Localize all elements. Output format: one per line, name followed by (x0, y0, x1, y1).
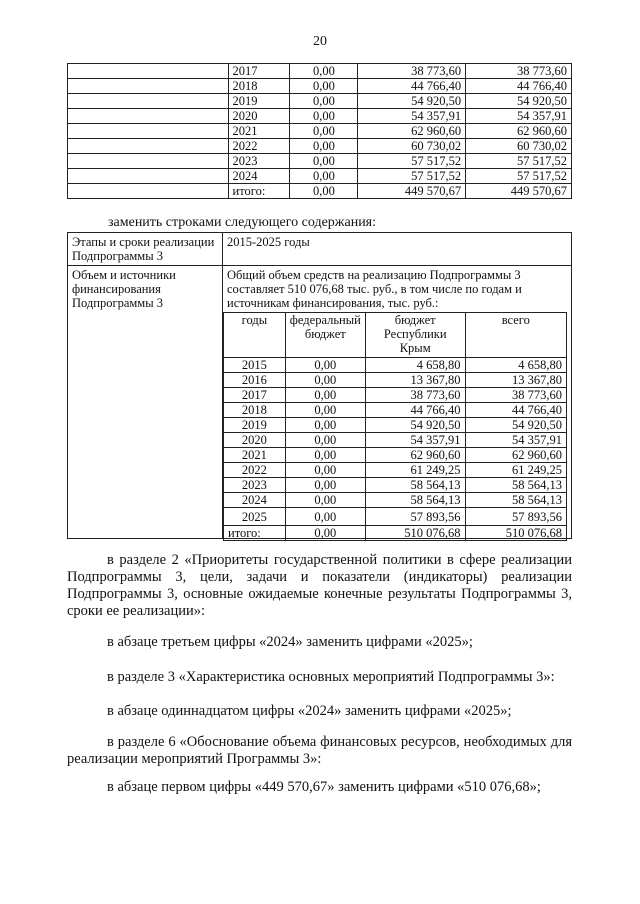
table-row (224, 418, 567, 433)
federal-cell: 0,00 (285, 388, 365, 403)
empty-cell (68, 139, 229, 154)
crimea-budget-cell: 54 357,91 (365, 433, 465, 448)
federal-cell: 0,00 (285, 493, 365, 508)
federal-cell: 0,00 (290, 64, 358, 79)
crimea-budget-cell: 57 517,52 (358, 154, 466, 169)
empty-cell (68, 169, 229, 184)
page-number: 20 (313, 34, 327, 49)
total-cell: 58 564,13 (465, 478, 566, 493)
crimea-budget-cell: 60 730,02 (358, 139, 466, 154)
table-row (68, 94, 572, 109)
crimea-budget-cell: 58 564,13 (365, 493, 465, 508)
federal-cell: 0,00 (285, 358, 365, 373)
header-total: всего (465, 313, 566, 358)
paragraph-item-2-text: в абзаце одиннадцатом цифры «2024» заменить цифрами «2025»; (107, 703, 512, 719)
replace-instruction: заменить строками следующего содержания: (108, 215, 377, 230)
paragraph-section-3-text: в разделе 3 «Характеристика основных мероприятий Подпрограммы 3»: (107, 669, 555, 685)
crimea-budget-cell: 4 658,80 (365, 358, 465, 373)
crimea-budget-cell: 54 357,91 (358, 109, 466, 124)
federal-cell: 0,00 (290, 169, 358, 184)
year-cell: 2019 (228, 94, 290, 109)
federal-cell: 0,00 (285, 508, 365, 526)
table-row (68, 184, 572, 199)
crimea-budget-cell: 62 960,60 (358, 124, 466, 139)
paragraph-item-1 (67, 634, 572, 651)
federal-cell: 0,00 (285, 526, 365, 541)
table-row (224, 478, 567, 493)
year-cell: 2020 (228, 109, 290, 124)
total-cell: 57 517,52 (466, 154, 572, 169)
table-row (224, 433, 567, 448)
volume-summary: Общий объем средств на реализацию Подпрограммы 3 составляет 510 076,68 тыс. руб., в том числе по годам и источникам финансирования, тыс. руб.: (227, 268, 522, 310)
federal-cell: 0,00 (285, 418, 365, 433)
new-passport-table (67, 232, 572, 539)
empty-cell (68, 64, 229, 79)
table-row (68, 109, 572, 124)
paragraph-section-2 (67, 552, 572, 620)
paragraph-item-3 (67, 779, 572, 796)
stages-row (68, 233, 572, 266)
total-cell: 449 570,67 (466, 184, 572, 199)
empty-cell (68, 184, 229, 199)
table-row (224, 388, 567, 403)
year-cell: 2016 (224, 373, 286, 388)
table-row (224, 448, 567, 463)
total-cell: 4 658,80 (465, 358, 566, 373)
volume-cell (223, 266, 572, 539)
crimea-budget-cell: 54 920,50 (358, 94, 466, 109)
total-cell: 44 766,40 (466, 79, 572, 94)
total-cell: 13 367,80 (465, 373, 566, 388)
total-cell: 58 564,13 (465, 493, 566, 508)
federal-cell: 0,00 (290, 184, 358, 199)
total-cell: 54 920,50 (466, 94, 572, 109)
stages-label: Этапы и сроки реализации Подпрограммы 3 (68, 233, 223, 266)
total-cell: 61 249,25 (465, 463, 566, 478)
year-cell: 2021 (224, 448, 286, 463)
crimea-budget-cell: 510 076,68 (365, 526, 465, 541)
crimea-budget-cell: 54 920,50 (365, 418, 465, 433)
federal-cell: 0,00 (285, 463, 365, 478)
federal-cell: 0,00 (290, 124, 358, 139)
year-cell: 2017 (224, 388, 286, 403)
total-cell: 54 920,50 (465, 418, 566, 433)
total-cell: 38 773,60 (465, 388, 566, 403)
volume-label: Объем и источники финансирования Подпрограммы 3 (68, 266, 223, 539)
table-row (224, 403, 567, 418)
crimea-budget-cell: 62 960,60 (365, 448, 465, 463)
year-cell: 2015 (224, 358, 286, 373)
table-row (224, 508, 567, 526)
header-year: годы (224, 313, 286, 358)
new-financing-table (223, 312, 567, 541)
empty-cell (68, 94, 229, 109)
table-row (68, 79, 572, 94)
year-cell: 2019 (224, 418, 286, 433)
federal-cell: 0,00 (285, 373, 365, 388)
federal-cell: 0,00 (290, 154, 358, 169)
total-cell: 60 730,02 (466, 139, 572, 154)
federal-cell: 0,00 (290, 79, 358, 94)
table-row (68, 64, 572, 79)
year-cell: итого: (228, 184, 290, 199)
total-cell: 38 773,60 (466, 64, 572, 79)
year-cell: 2023 (228, 154, 290, 169)
federal-cell: 0,00 (285, 403, 365, 418)
table-row (224, 526, 567, 541)
year-cell: 2017 (228, 64, 290, 79)
paragraph-item-1-text: в абзаце третьем цифры «2024» заменить цифрами «2025»; (107, 634, 473, 650)
paragraph-section-6 (67, 734, 572, 768)
table-row (224, 358, 567, 373)
year-cell: 2022 (228, 139, 290, 154)
crimea-budget-cell: 44 766,40 (365, 403, 465, 418)
paragraph-section-6-text: в разделе 6 «Обоснование объема финансовых ресурсов, необходимых для реализации мероприятий Программы 3»: (67, 734, 572, 767)
year-cell: 2021 (228, 124, 290, 139)
year-cell: 2024 (228, 169, 290, 184)
table-row (224, 373, 567, 388)
year-cell: 2023 (224, 478, 286, 493)
crimea-budget-cell: 38 773,60 (365, 388, 465, 403)
empty-cell (68, 124, 229, 139)
federal-cell: 0,00 (285, 448, 365, 463)
year-cell: 2020 (224, 433, 286, 448)
table-row (68, 154, 572, 169)
paragraph-item-2 (67, 703, 572, 720)
crimea-budget-cell: 38 773,60 (358, 64, 466, 79)
year-cell: 2024 (224, 493, 286, 508)
paragraph-section-3 (67, 669, 572, 686)
empty-cell (68, 79, 229, 94)
federal-cell: 0,00 (290, 109, 358, 124)
total-cell: 44 766,40 (465, 403, 566, 418)
federal-cell: 0,00 (290, 139, 358, 154)
crimea-budget-cell: 449 570,67 (358, 184, 466, 199)
crimea-budget-cell: 57 893,56 (365, 508, 465, 526)
federal-cell: 0,00 (290, 94, 358, 109)
total-cell: 62 960,60 (465, 448, 566, 463)
federal-cell: 0,00 (285, 478, 365, 493)
crimea-budget-cell: 44 766,40 (358, 79, 466, 94)
year-cell: итого: (224, 526, 286, 541)
stages-value: 2015-2025 годы (223, 233, 572, 266)
year-cell: 2025 (224, 508, 286, 526)
new-financing-header (224, 313, 567, 358)
paragraph-item-3-text: в абзаце первом цифры «449 570,67» заменить цифрами «510 076,68»; (107, 779, 541, 795)
year-cell: 2018 (228, 79, 290, 94)
year-cell: 2022 (224, 463, 286, 478)
total-cell: 62 960,60 (466, 124, 572, 139)
total-cell: 57 893,56 (465, 508, 566, 526)
empty-cell (68, 109, 229, 124)
empty-cell (68, 154, 229, 169)
total-cell: 54 357,91 (466, 109, 572, 124)
federal-cell: 0,00 (285, 433, 365, 448)
header-crimea: бюджет Республики Крым (365, 313, 465, 358)
crimea-budget-cell: 13 367,80 (365, 373, 465, 388)
table-row (68, 139, 572, 154)
total-cell: 57 517,52 (466, 169, 572, 184)
table-row (68, 124, 572, 139)
year-cell: 2018 (224, 403, 286, 418)
table-row (224, 493, 567, 508)
old-financing-table (67, 63, 572, 199)
crimea-budget-cell: 58 564,13 (365, 478, 465, 493)
table-row (224, 463, 567, 478)
total-cell: 510 076,68 (465, 526, 566, 541)
crimea-budget-cell: 61 249,25 (365, 463, 465, 478)
paragraph-section-2-text: в разделе 2 «Приоритеты государственной политики в сфере реализации Подпрограммы 3, цели, задачи и показатели (индикаторы) реализации Подпрограммы 3, основные ожидаемые конечные результаты Подпрограммы 3, сроки ее реализации»: (67, 552, 572, 619)
volume-row (68, 266, 572, 539)
header-federal: федеральный бюджет (285, 313, 365, 358)
crimea-budget-cell: 57 517,52 (358, 169, 466, 184)
table-row (68, 169, 572, 184)
total-cell: 54 357,91 (465, 433, 566, 448)
